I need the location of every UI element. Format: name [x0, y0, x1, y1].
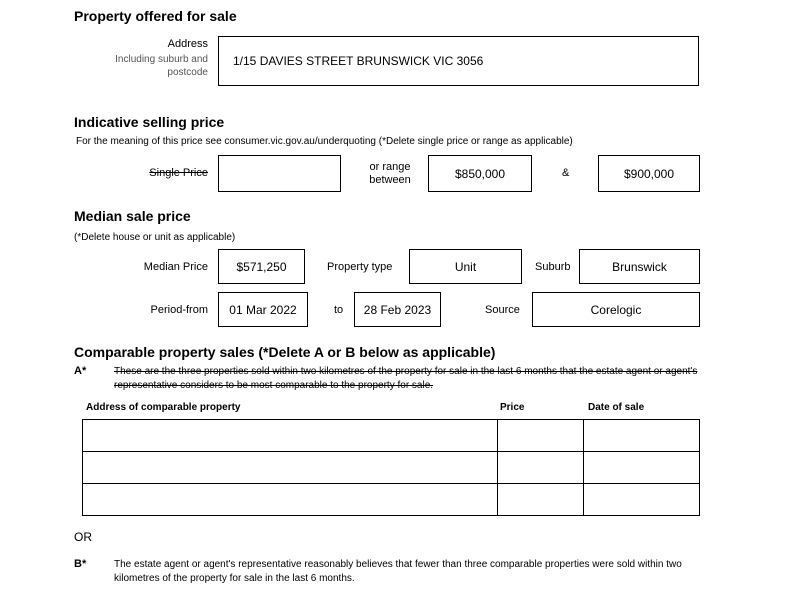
- range-separator: &: [562, 167, 570, 179]
- period-to-value: 28 Feb 2023: [363, 302, 432, 317]
- indicative-note: For the meaning of this price see consumer.vic.gov.au/underquoting (*Delete single price or range as applicable): [76, 136, 573, 147]
- property-type-field[interactable]: [409, 249, 522, 284]
- median-note: (*Delete house or unit as applicable): [74, 232, 236, 243]
- comparable-address-cell[interactable]: [83, 420, 498, 452]
- address-value: 1/15 DAVIES STREET BRUNSWICK VIC 3056: [233, 54, 484, 68]
- col-price-header: Price: [500, 402, 525, 413]
- period-to-label: to: [334, 304, 344, 316]
- suburb-label: Suburb: [535, 261, 571, 273]
- comparable-price-cell[interactable]: [498, 452, 584, 484]
- property-type-label: Property type: [327, 261, 393, 273]
- median-price-field[interactable]: [218, 249, 305, 284]
- period-from-value: 01 Mar 2022: [229, 302, 297, 317]
- suburb-field[interactable]: [579, 249, 700, 284]
- comparable-address-cell[interactable]: [83, 484, 498, 516]
- property-heading: Property offered for sale: [74, 8, 237, 24]
- table-row: [83, 420, 700, 452]
- col-address-header: Address of comparable property: [86, 402, 241, 413]
- comparable-date-cell[interactable]: [584, 484, 700, 516]
- median-price-label: Median Price: [143, 261, 208, 273]
- address-label: Address: [167, 38, 208, 50]
- source-value: Corelogic: [590, 302, 642, 317]
- single-price-field[interactable]: [218, 155, 341, 192]
- comparable-heading: Comparable property sales (*Delete A or B below as applicable): [74, 344, 496, 360]
- range-low-value: $850,000: [454, 166, 506, 181]
- comparable-price-cell[interactable]: [498, 484, 584, 516]
- period-from-label: Period-from: [150, 304, 208, 316]
- table-row: [83, 484, 700, 516]
- col-date-header: Date of sale: [588, 402, 645, 413]
- range-high-field[interactable]: [598, 155, 700, 192]
- source-field[interactable]: [532, 292, 700, 327]
- option-a-text: These are the three properties sold within two kilometres of the property for sale in the last 6 months that the estate agent or agent's representative considers to be most comparable to the property for sale.: [114, 366, 698, 391]
- property-type-value: Unit: [454, 259, 477, 274]
- or-label: OR: [74, 530, 92, 544]
- range-high-value: $900,000: [623, 166, 675, 181]
- period-to-field[interactable]: [354, 292, 441, 327]
- range-low-field[interactable]: [428, 155, 532, 192]
- address-sublabel: Including suburb and postcode: [115, 54, 208, 78]
- median-heading: Median sale price: [74, 208, 191, 224]
- option-a-marker: A*: [74, 365, 87, 377]
- comparable-date-cell[interactable]: [584, 420, 700, 452]
- single-price-label: Single Price: [149, 167, 208, 179]
- suburb-value: Brunswick: [612, 259, 667, 274]
- range-label: or range between: [369, 161, 411, 186]
- comparable-price-cell[interactable]: [498, 420, 584, 452]
- indicative-heading: Indicative selling price: [74, 114, 225, 130]
- source-label: Source: [485, 304, 520, 316]
- comparable-table: [82, 419, 700, 516]
- comparable-address-cell[interactable]: [83, 452, 498, 484]
- address-field[interactable]: [218, 36, 699, 86]
- period-from-field[interactable]: [218, 292, 308, 327]
- table-row: [83, 452, 700, 484]
- option-b-text: The estate agent or agent's representative reasonably believes that fewer than three comparable properties were sold within two kilometres of the property for sale in the last 6 months.: [114, 559, 682, 584]
- option-b-marker: B*: [74, 558, 87, 570]
- median-price-value: $571,250: [236, 259, 287, 274]
- comparable-date-cell[interactable]: [584, 452, 700, 484]
